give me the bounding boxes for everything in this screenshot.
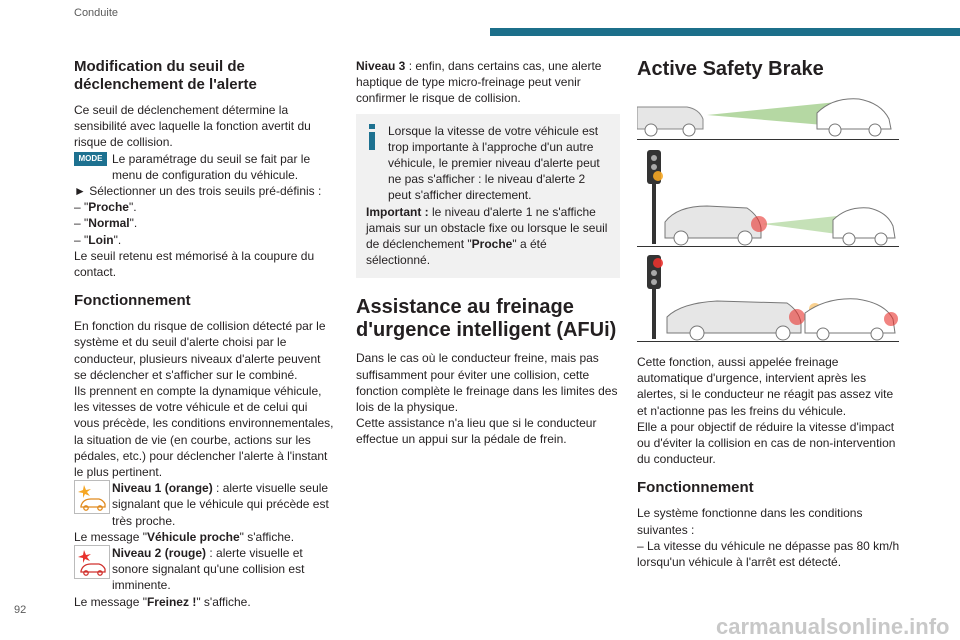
paragraph-speed-condition: – La vitesse du véhicule ne dépasse pas 80 km/h lorsqu'un véhicule à l'arrêt est détecté. (637, 538, 900, 570)
important-note: Important : le niveau d'alerte 1 ne s'affiche jamais sur un obstacle fixe ou lorsque le seuil de déclenchement "Proche" a été sélectionné. (366, 204, 608, 268)
select-instruction: ► Sélectionner un des trois seuils pré-définis : (74, 184, 322, 199)
page-number: 92 (14, 604, 27, 616)
heading-asb-operation: Fonctionnement (637, 479, 754, 497)
info-icon (366, 124, 378, 150)
level-1-message: Le message "Véhicule proche" s'affiche. (74, 529, 295, 544)
paragraph-asb-1: Cette fonction, aussi appelée freinage automatique d'urgence, intervient après les alertes, si le conducteur ne réagit pas assez vite et n'actionne pas les freins du véhicule. (637, 355, 894, 418)
illustration-alert-red (637, 253, 899, 342)
heading-active-safety-brake: Active Safety Brake (637, 58, 824, 80)
paragraph-operation-1: En fonction du risque de collision détecté par le système et du seuil d'alerte choisi par le conducteur, plusieurs niveaux d'alerte peuvent se déclencher et s'afficher sur le combiné. (74, 319, 326, 382)
level-1-text: Niveau 1 (orange) : alerte visuelle seule signalant que le véhicule qui précède est très proche. (112, 481, 329, 528)
mode-icon: MODE (74, 152, 107, 166)
level-3-text: Niveau 3 : enfin, dans certains cas, une alerte haptique de type micro-freinage peut venir confirmer le risque de collision. (356, 59, 602, 106)
heading-alert-threshold: Modification du seuil de déclenchement de l'alerte (74, 58, 257, 93)
option-loin: – "Loin". (74, 232, 122, 247)
mode-row (74, 151, 336, 183)
paragraph-conditions: Le système fonctionne dans les conditions suivantes : (637, 506, 863, 537)
option-normal: – "Normal". (74, 216, 138, 231)
paragraph-memorised: Le seuil retenu est mémorisé à la coupure du contact. (74, 248, 315, 280)
info-text: Lorsque la vitesse de votre véhicule est trop importante à l'approche d'un autre véhicule, le premier niveau d'alerte peut ne pas s'afficher : le niveau d'alerte 2 peut s'afficher directement. (388, 123, 600, 203)
mode-text: Le paramétrage du seuil se fait par le menu de configuration du véhicule. (112, 151, 311, 182)
collision-alert-orange-icon (74, 480, 110, 514)
paragraph-afu-1: Dans le cas où le conducteur freine, mais pas suffisamment pour éviter une collision, cette fonction complète le freinage dans les limites des lois de la physique. (356, 351, 618, 415)
watermark: carmanualsonline.info (716, 614, 950, 639)
info-box (356, 114, 620, 279)
level-1-row (74, 480, 336, 529)
level-2-text: Niveau 2 (rouge) : alerte visuelle et sonore signalant qu'une collision est imminente. (112, 546, 305, 593)
heading-operation: Fonctionnement (74, 292, 191, 310)
illustration-approach (637, 89, 899, 140)
heading-afu: Assistance au freinage d'urgence intelligent (AFUi) (356, 296, 617, 342)
header-bar (490, 28, 960, 36)
column-3 (637, 58, 905, 570)
illustration-alert-orange (637, 146, 899, 247)
column-2 (356, 58, 620, 448)
paragraph-asb-2: Elle a pour objectif de réduire la vitesse d'impact ou d'éviter la collision en cas de non-intervention du conducteur. (637, 419, 896, 467)
collision-alert-red-icon (74, 545, 110, 579)
paragraph-operation-2: Ils prennent en compte la dynamique véhicule, les vitesses de votre véhicule et de celui qui vous précède, les conditions environnementales, la situation de vie (en courbe, actions sur les pédales, etc.) pour déclencher l'alerte à l'instant le plus pertinent. (74, 384, 334, 480)
level-2-row (74, 545, 336, 594)
option-proche: – "Proche". (74, 200, 137, 215)
paragraph-afu-2: Cette assistance n'a lieu que si le conducteur effectue un appui sur la pédale de frein. (356, 416, 597, 447)
section-title: Conduite (74, 7, 119, 19)
level-2-message: Le message "Freinez !" s'affiche. (74, 594, 251, 609)
column-1 (74, 58, 336, 610)
paragraph-threshold: Ce seuil de déclenchement détermine la sensibilité avec laquelle la fonction avertit du risque de collision. (74, 103, 311, 150)
